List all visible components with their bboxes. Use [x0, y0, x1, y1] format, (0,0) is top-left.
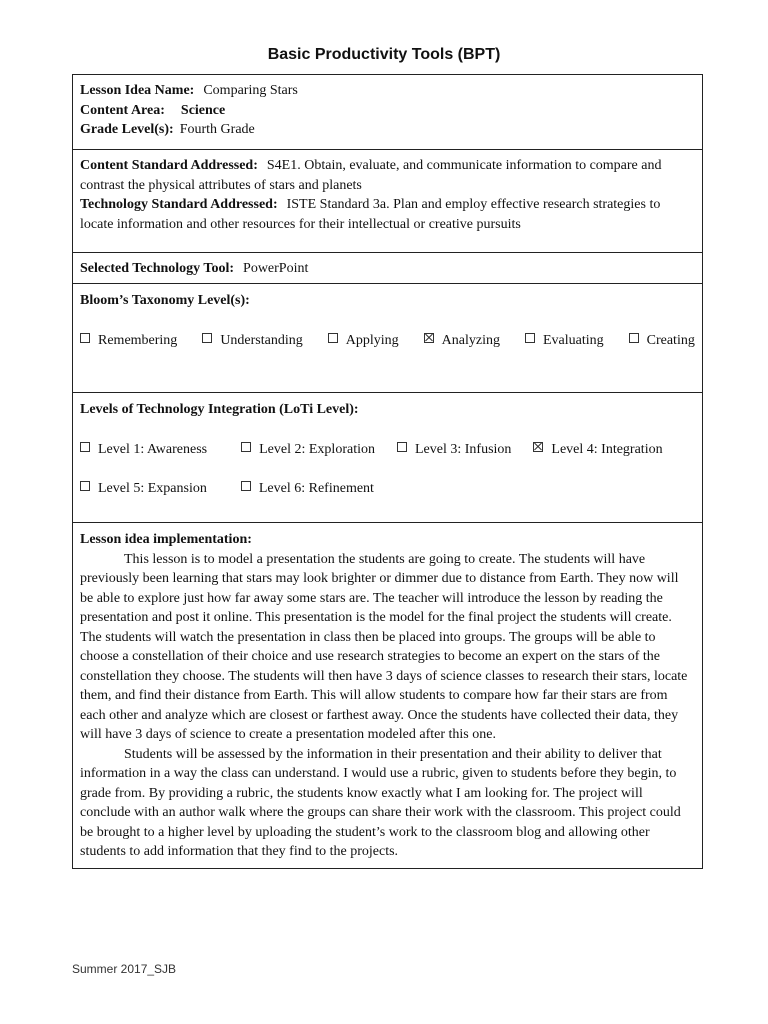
- checkbox-icon: [80, 442, 90, 452]
- option-label: Level 3: Infusion: [414, 441, 512, 457]
- content-standard-value: S4E1. Obtain, evaluate, and communicate information to compare and contrast the physical attributes of stars and planets: [80, 158, 662, 193]
- checkbox-icon: [80, 333, 90, 343]
- standards-section: [73, 150, 702, 253]
- loti-options-row-2: [80, 479, 695, 499]
- lesson-name-row: [80, 81, 695, 101]
- blooms-option-applying[interactable]: [328, 331, 399, 351]
- page-title: Basic Productivity Tools (BPT): [267, 46, 501, 63]
- blooms-option-analyzing[interactable]: [424, 331, 500, 351]
- implementation-label: Lesson idea implementation:: [80, 532, 252, 547]
- loti-option-level-2[interactable]: [241, 440, 375, 460]
- blooms-option-evaluating[interactable]: [525, 331, 604, 351]
- implementation-section: [73, 523, 702, 868]
- option-label: Analyzing: [441, 332, 500, 348]
- loti-option-level-6[interactable]: [241, 479, 374, 499]
- loti-section: [73, 393, 702, 523]
- technology-standard: [80, 195, 695, 234]
- option-label: Evaluating: [542, 332, 604, 348]
- content-area-label: Content Area:: [80, 102, 165, 118]
- option-label: Understanding: [220, 332, 303, 348]
- loti-option-level-3[interactable]: [397, 440, 511, 460]
- blooms-option-creating[interactable]: [629, 331, 695, 351]
- implementation-paragraph-1: This lesson is to model a presentation the students are going to create. The students will have previously been learning that stars may look brighter or dimmer due to distance from Earth. They now will be able to explore just how far away some stars are. The teacher will introduce the lesson by reading the presentation and post it online. This presentation is the model for the final project the students will create. The students will watch the presentation in class then be placed into groups. The groups will be able to choose a constellation of their choice and use research strategies to become an expert on the stars of the constellation they choose. The students will then have 3 days of science classes to research their stars, locate them, and find their distance from Earth. This will allow students to compare how far their stars are from each other and analyze which are closest or farthest away. Once the students have collected their data, they will have 3 days of science to create a presentation modeled after this one.: [80, 551, 688, 742]
- checkbox-icon: [202, 333, 212, 343]
- option-label: Level 5: Expansion: [98, 481, 207, 496]
- lesson-name-value: Comparing Stars: [203, 83, 298, 98]
- technology-tool-section: [73, 253, 702, 284]
- loti-option-level-1[interactable]: [80, 440, 207, 460]
- checkbox-icon: [241, 442, 251, 452]
- technology-tool-value: PowerPoint: [243, 261, 309, 276]
- checked-box-icon: [533, 442, 543, 452]
- option-label: Remembering: [98, 332, 178, 348]
- grade-level-row: [80, 120, 695, 140]
- blooms-label: Bloom’s Taxonomy Level(s):: [80, 293, 250, 308]
- content-area-row: [80, 101, 695, 121]
- implementation-paragraph-2: Students will be assessed by the information in their presentation and their ability to deliver that information in a way the class can understand. I would use a rubric, given to students before they begin, to grade from. By providing a rubric, the students know exactly what I am looking for. The project will conclude with an author walk where the groups can share their work with the classroom. This project could be brought to a higher level by uploading the student’s work to the classroom blog and allowing other students to add information that they find to the projects.: [80, 746, 681, 859]
- technology-standard-label: Technology Standard Addressed:: [80, 197, 278, 212]
- content-standard-label: Content Standard Addressed:: [80, 158, 258, 173]
- technology-standard-value: ISTE Standard 3a. Plan and employ effective research strategies to locate information and other resources for their intellectual or creative pursuits: [80, 197, 661, 232]
- checkbox-icon: [525, 333, 535, 343]
- checked-box-icon: [424, 333, 434, 343]
- lesson-name-label: Lesson Idea Name:: [80, 83, 195, 98]
- checkbox-icon: [629, 333, 639, 343]
- option-label: Creating: [646, 332, 695, 348]
- checkbox-icon: [241, 481, 251, 491]
- option-label: Level 4: Integration: [551, 441, 663, 457]
- loti-option-level-5[interactable]: [80, 479, 207, 499]
- lesson-form: [72, 74, 703, 869]
- option-label: Applying: [345, 332, 399, 348]
- checkbox-icon: [397, 442, 407, 452]
- footer-text: Summer 2017_SJB: [72, 962, 177, 976]
- loti-label: Levels of Technology Integration (LoTi Level):: [80, 402, 359, 417]
- option-label: Level 1: Awareness: [98, 441, 208, 457]
- technology-tool-label: Selected Technology Tool:: [80, 261, 235, 276]
- checkbox-icon: [328, 333, 338, 343]
- blooms-option-understanding[interactable]: [202, 331, 302, 351]
- blooms-section: [73, 284, 702, 393]
- lesson-info-section: [73, 75, 702, 150]
- content-standard: [80, 156, 695, 195]
- content-area-value: Science: [180, 102, 226, 118]
- blooms-option-remembering[interactable]: [80, 331, 177, 351]
- loti-options-row-1: [80, 440, 695, 460]
- blooms-options: [80, 331, 695, 351]
- loti-option-level-4[interactable]: [533, 440, 662, 460]
- checkbox-icon: [80, 481, 90, 491]
- option-label: Level 6: Refinement: [258, 481, 374, 496]
- grade-level-label: Grade Level(s):: [80, 122, 174, 137]
- option-label: Level 2: Exploration: [259, 441, 375, 457]
- grade-level-value: Fourth Grade: [179, 122, 255, 137]
